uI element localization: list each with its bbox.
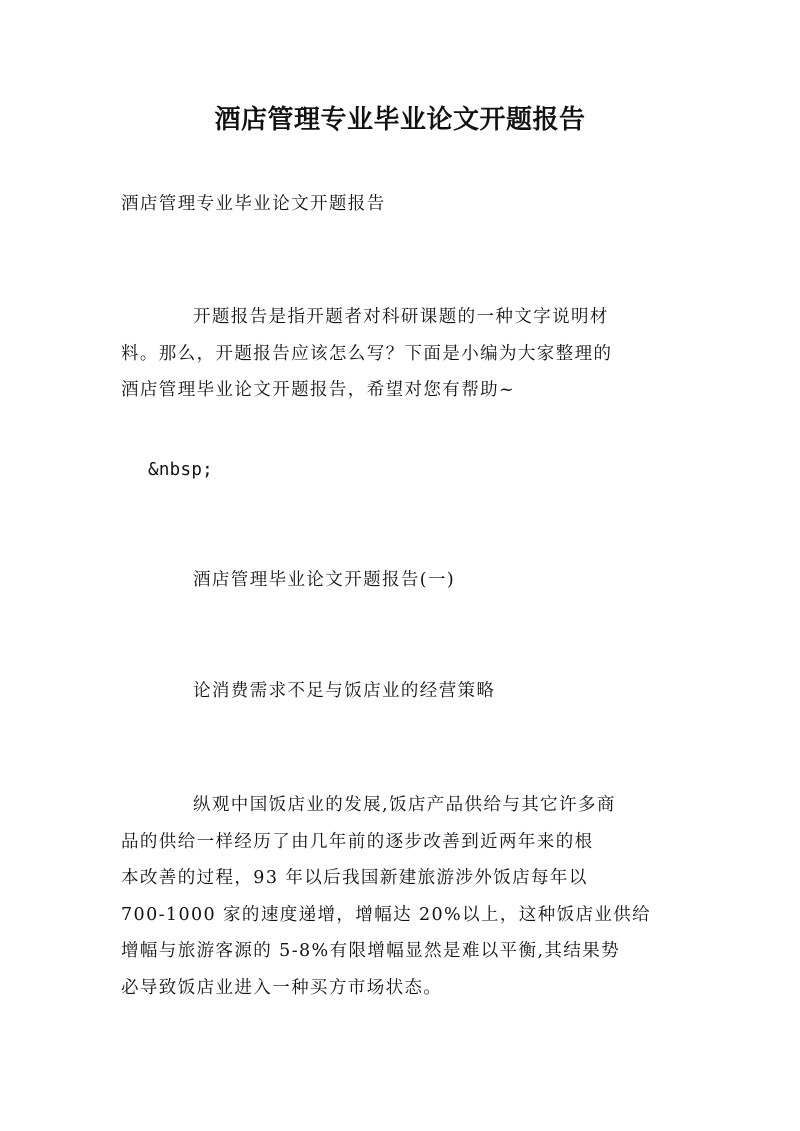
body-paragraph	[121, 787, 701, 1006]
body-line: 增幅与旅游客源的 5-8%有限增幅显然是难以平衡,其结果势	[121, 941, 621, 961]
intro-line: 料。那么，开题报告应该怎么写？下面是小编为大家整理的	[121, 343, 613, 364]
article-title: 论消费需求不足与饭店业的经营策略	[193, 681, 496, 701]
intro-line: 酒店管理毕业论文开题报告，希望对您有帮助~	[121, 380, 516, 400]
nbsp-literal-text: &nbsp;	[148, 460, 214, 480]
body-line: 必导致饭店业进入一种买方市场状态。	[121, 977, 443, 998]
body-line: 纵观中国饭店业的发展,饭店产品供给与其它许多商	[193, 795, 616, 815]
document-title: 酒店管理专业毕业论文开题报告	[214, 105, 586, 135]
body-line: 品的供给一样经历了由几年前的逐步改善到近两年来的根	[121, 831, 594, 852]
intro-paragraph	[121, 299, 701, 409]
body-line: 700-1000 家的速度递增，增幅达 20%以上，这种饭店业供给	[121, 904, 652, 925]
section-heading: 酒店管理毕业论文开题报告(一)	[193, 570, 456, 590]
document-subtitle: 酒店管理专业毕业论文开题报告	[121, 194, 386, 214]
intro-line: 开题报告是指开题者对科研课题的一种文字说明材	[193, 307, 609, 327]
body-line: 本改善的过程，93 年以后我国新建旅游涉外饭店每年以	[121, 868, 588, 888]
